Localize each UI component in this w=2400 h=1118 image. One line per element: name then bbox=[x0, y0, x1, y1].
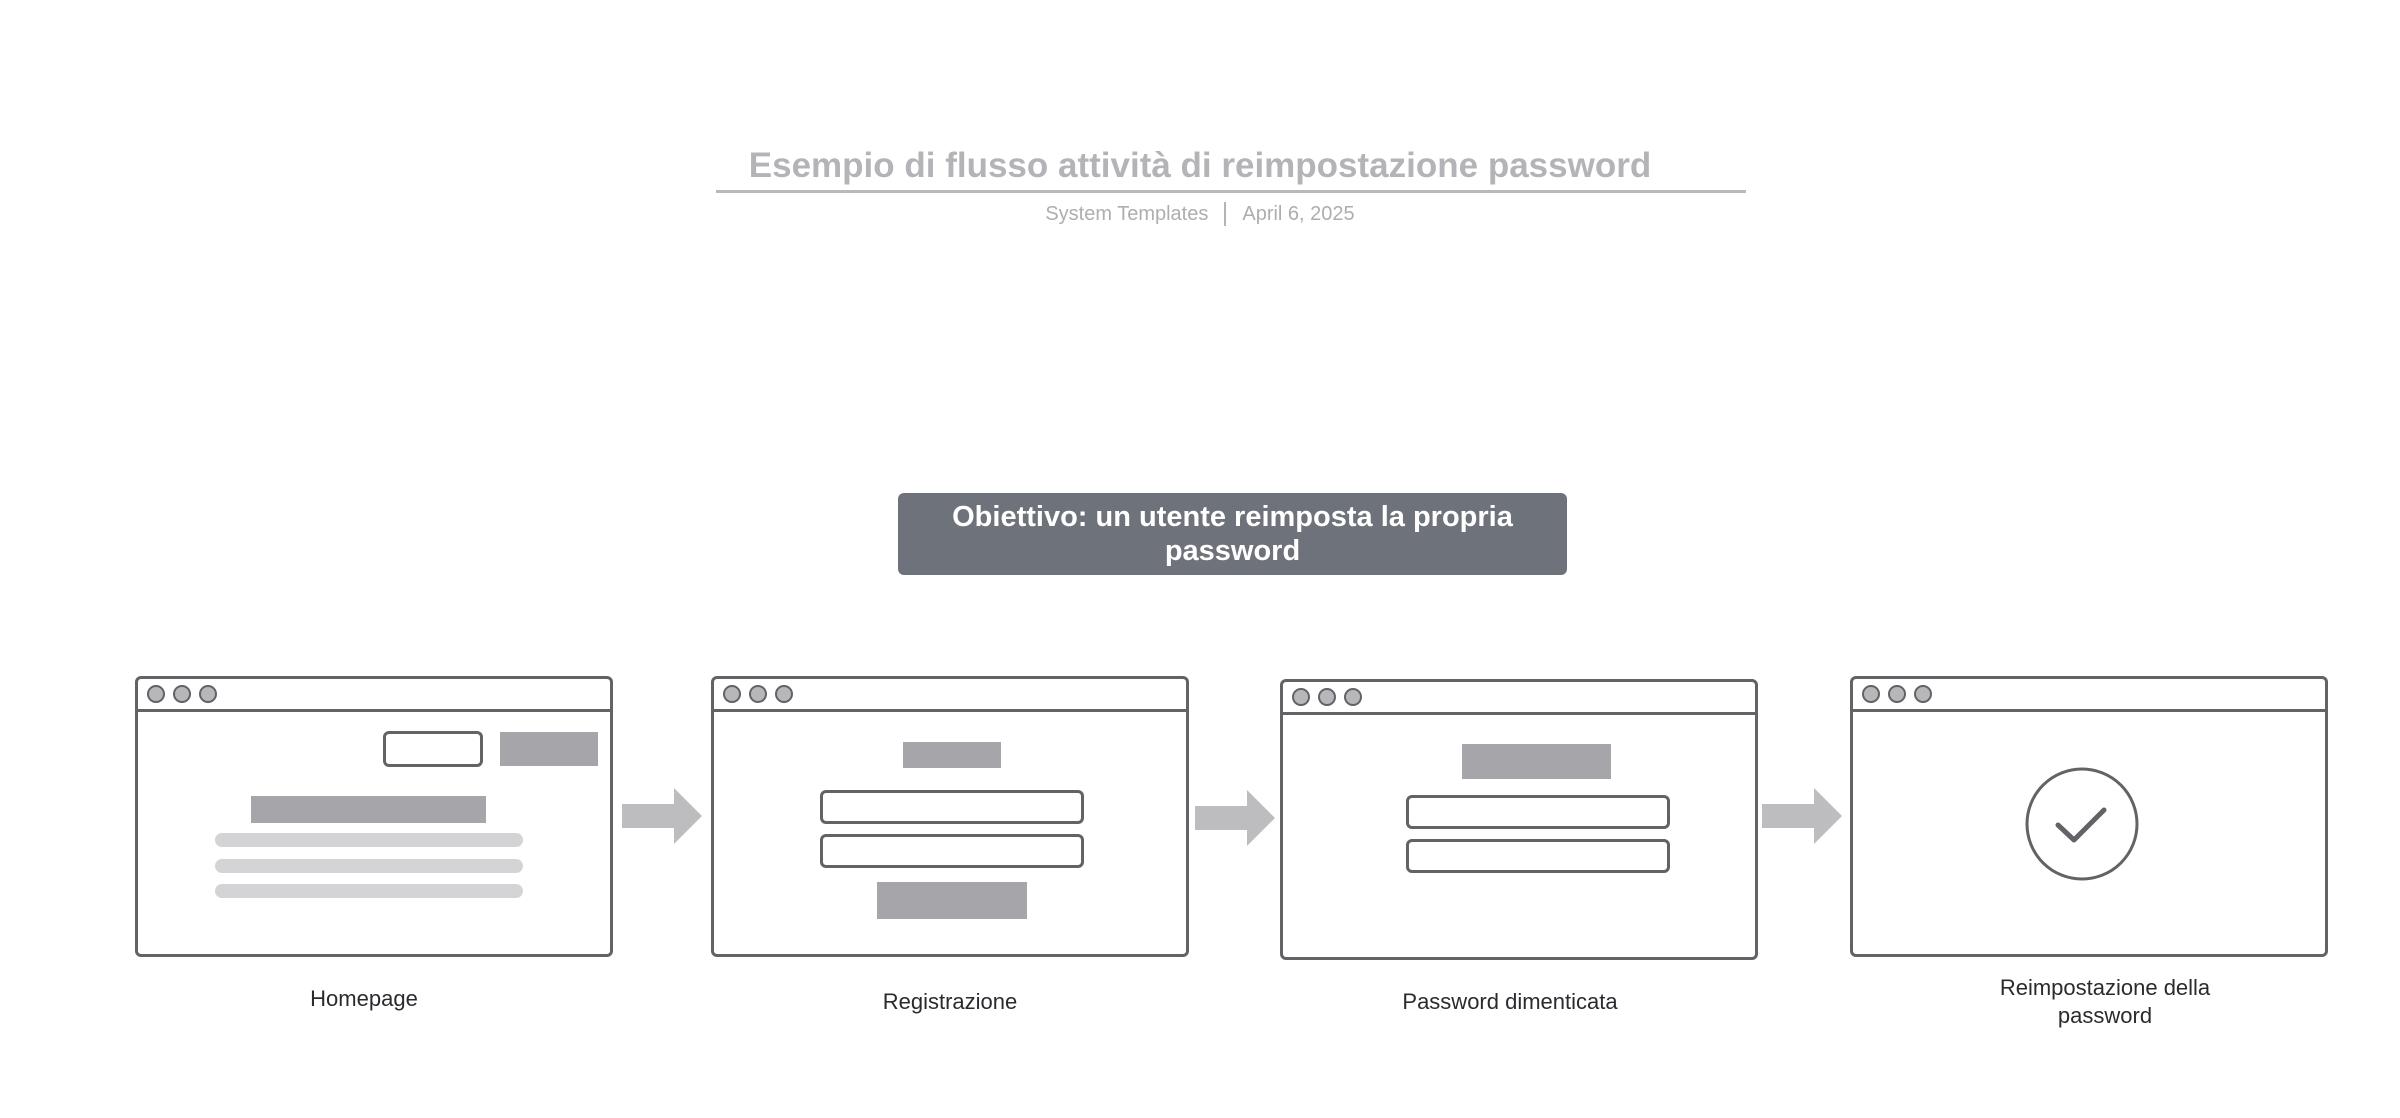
date-label: April 6, 2025 bbox=[1242, 202, 1355, 225]
step-label-reset-password: Reimpostazione della password bbox=[1999, 975, 2211, 1028]
window-dot-icon bbox=[1862, 685, 1880, 703]
flow-arrow-icon bbox=[622, 788, 702, 844]
flow-arrow-icon bbox=[1195, 790, 1275, 846]
window-titlebar bbox=[714, 679, 1186, 712]
form-heading-block bbox=[1462, 744, 1611, 779]
checkmark-icon bbox=[2022, 766, 2142, 882]
form-field bbox=[1406, 839, 1670, 873]
text-line bbox=[215, 833, 523, 847]
title-underline bbox=[716, 190, 1746, 193]
text-line bbox=[215, 884, 523, 898]
window-titlebar bbox=[1283, 682, 1755, 715]
window-titlebar bbox=[138, 679, 610, 712]
window-dot-icon bbox=[1888, 685, 1906, 703]
source-label: System Templates bbox=[1045, 202, 1209, 225]
window-dot-icon bbox=[147, 685, 165, 703]
window-dot-icon bbox=[1318, 688, 1336, 706]
window-dot-icon bbox=[775, 685, 793, 703]
goal-box: Obiettivo: un utente reimposta la propria password bbox=[898, 493, 1567, 575]
nav-filled-button bbox=[500, 732, 598, 766]
step-label-registration: Registrazione bbox=[882, 989, 1018, 1014]
window-dot-icon bbox=[1914, 685, 1932, 703]
window-titlebar bbox=[1853, 679, 2325, 712]
window-dot-icon bbox=[1292, 688, 1310, 706]
form-heading-block bbox=[903, 742, 1001, 768]
homepage-window bbox=[135, 676, 613, 957]
submit-button-block bbox=[877, 882, 1027, 919]
hero-heading-block bbox=[251, 796, 486, 823]
step-label-forgot-password: Password dimenticata bbox=[1402, 989, 1618, 1014]
nav-outline-button bbox=[383, 731, 483, 767]
text-line bbox=[215, 859, 523, 873]
window-dot-icon bbox=[723, 685, 741, 703]
meta-separator bbox=[1224, 202, 1226, 226]
window-dot-icon bbox=[173, 685, 191, 703]
step-label-homepage: Homepage bbox=[310, 986, 418, 1011]
reset-password-window bbox=[1850, 676, 2328, 957]
diagram-title: Esempio di flusso attività di reimpostazione password bbox=[748, 146, 1652, 185]
window-dot-icon bbox=[199, 685, 217, 703]
form-field bbox=[820, 790, 1084, 824]
form-field bbox=[820, 834, 1084, 868]
form-field bbox=[1406, 795, 1670, 829]
diagram-meta bbox=[0, 202, 2400, 226]
registration-window bbox=[711, 676, 1189, 957]
forgot-password-window bbox=[1280, 679, 1758, 960]
window-dot-icon bbox=[1344, 688, 1362, 706]
window-dot-icon bbox=[749, 685, 767, 703]
flow-arrow-icon bbox=[1762, 788, 1842, 844]
